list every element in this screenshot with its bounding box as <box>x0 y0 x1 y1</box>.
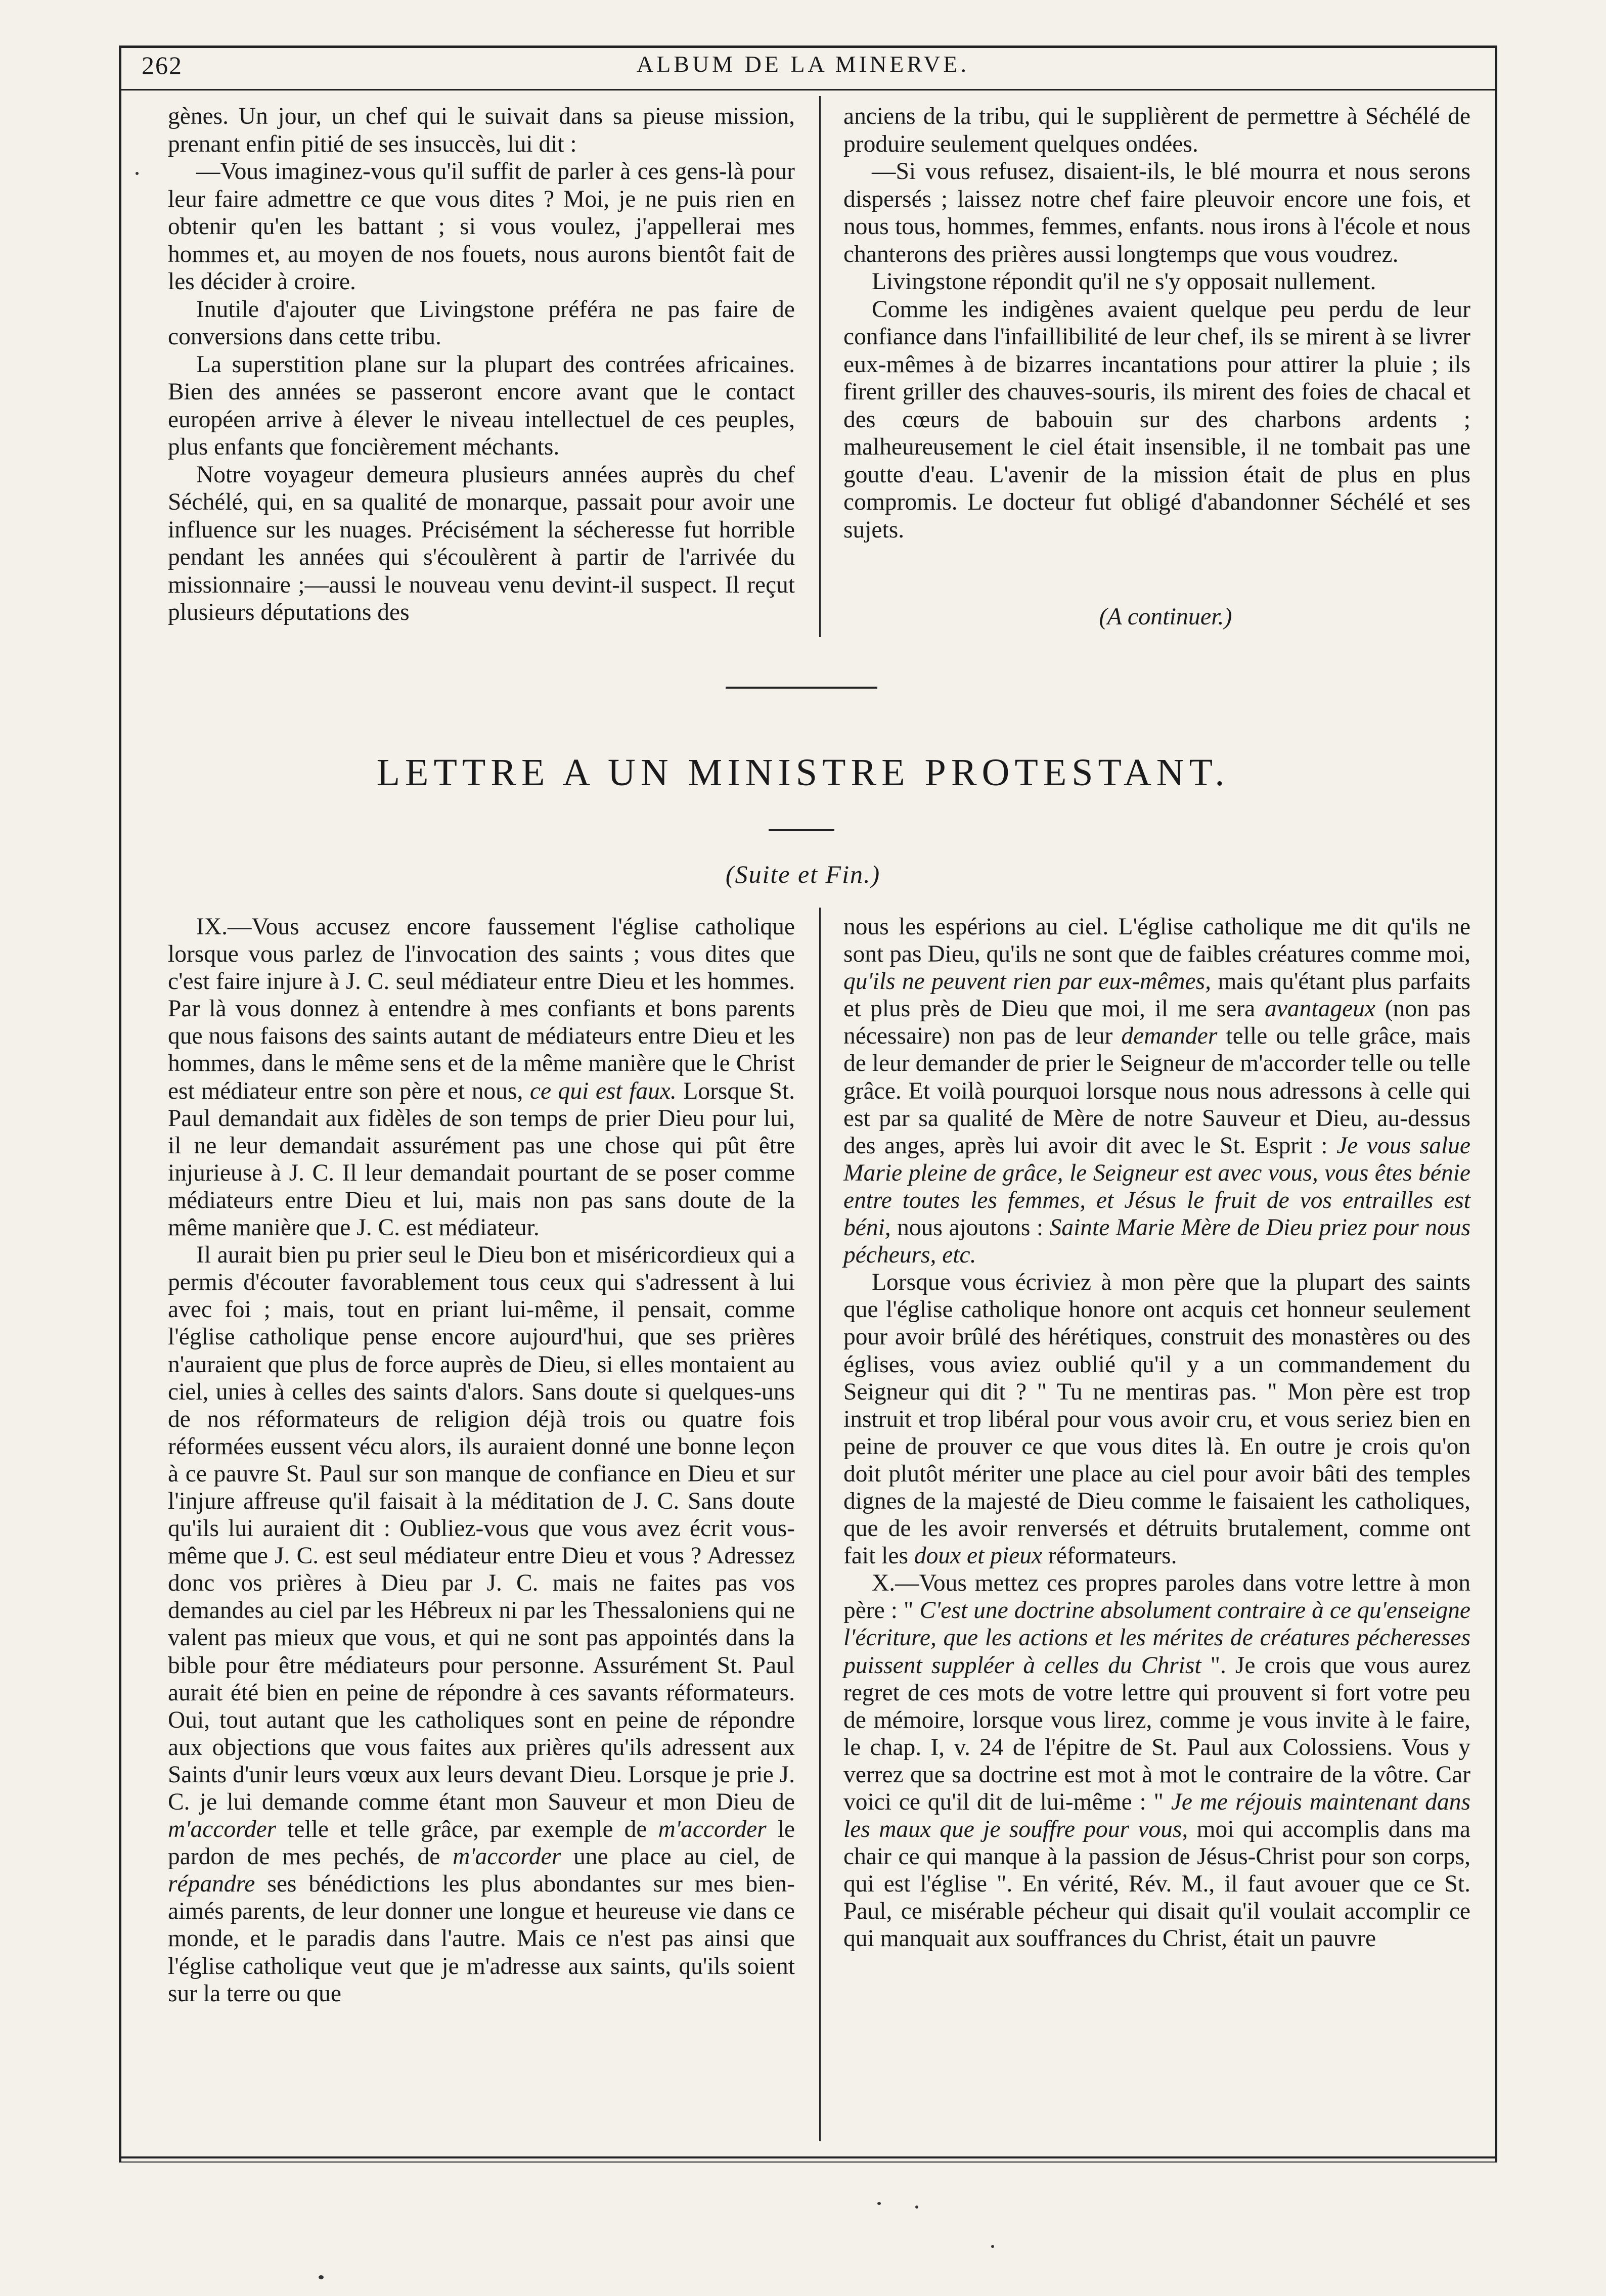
paragraph: La superstition plane sur la plupart des contrées africaines. Bien des années se passeront encore avant que le contact européen arrive à élever le niveau intellectuel de ces peuples, plus enfants que foncièrement méchants. <box>168 351 795 460</box>
paragraph: Comme les indigènes avaient quelque peu perdu de leur confiance dans l'infaillibilité de leur chef, ils se mirent à se livrer eux-mêmes à de bizarres incantations pour attirer la pluie ; ils firent griller des chauves-souris, ils mirent des foies de chacal et des cœurs de babouin sur des charbons ardents ; malheureusement le ciel était insensible, il ne tombait pas une goutte d'eau. L'avenir de la mission était de plus en plus compromis. Le docteur fut obligé d'abandonner Séchélé et ses sujets. <box>843 296 1470 543</box>
to-be-continued-note: (A continuer.) <box>1099 603 1232 630</box>
text-run: moi qui accomplis dans ma chair ce qui manque à la passion de Jésus-Christ pour son corps, qui est l'église ". En vérité, Rév. M., il faut avouer que ce St. Paul, ce misérable pécheur qui disait qu'il voulait accomplir ce qui manquait aux souffrances du Christ, était un pauvre <box>843 1816 1470 1952</box>
frame-bottom-rule <box>119 2156 1497 2158</box>
text-run: (non pas nécessaire) non pas de leur <box>843 996 1470 1050</box>
paragraph <box>168 1241 795 2007</box>
text-run: nous ajoutons : <box>890 1214 1050 1241</box>
bottom-right-column <box>843 913 1470 1953</box>
article-title: LETTRE A UN MINISTRE PROTESTANT. <box>376 751 1230 794</box>
paragraph: —Si vous refusez, disaient-ils, le blé mourra et nous serons dispersés ; laissez notre chef faire pleuvoir encore une fois, et nous tous, hommes, femmes, enfants. nous irons à l'école et nous chanterons des prières aussi longtemps que vous voudrez. <box>843 158 1470 267</box>
text-run: une place au ciel, de <box>561 1843 795 1870</box>
text-run: telle et telle grâce, par exemple de <box>276 1816 658 1843</box>
section-separator-rule <box>726 687 877 689</box>
column-divider <box>819 96 821 637</box>
column-divider <box>819 908 821 2141</box>
italic-run: Je vous salue Marie pleine de grâce, le Seigneur est avec vous, vous êtes bénie entre toutes les femmes, et Jésus le fruit de vos entrailles est béni, <box>843 1132 1471 1241</box>
paragraph <box>843 1269 1470 1569</box>
italic-run: doux et pieux <box>914 1543 1043 1569</box>
top-left-column <box>168 103 795 626</box>
header-rule <box>119 89 1497 91</box>
text-run: telle ou telle grâce, mais de leur demander de prier le Seigneur de m'accorder telle ou telle grâce. Et voilà pourquoi lorsque nous nous adressons à celle qui est par sa qualité de Mère de notre Sauveur et Dieu, au-dessus des anges, après lui avoir dit avec le St. Esprit : <box>843 1023 1471 1159</box>
scan-speck <box>915 2205 918 2209</box>
frame-top-rule <box>119 46 1497 48</box>
paragraph: gènes. Un jour, un chef qui le suivait dans sa pieuse mission, prenant enfin pitié de ses insuccès, lui dit : <box>168 103 795 157</box>
text-run: le pardon de mes pechés, de <box>168 1816 795 1870</box>
paragraph <box>843 1569 1470 1952</box>
text-run: Il aurait bien pu prier seul le Dieu bon et miséricordieux qui a permis d'écouter favorablement tous ceux qui s'adressent à lui avec foi ; mais, tout en priant lui-même, il pensait, comme l'église catholique pense encore aujourd'hui, que ses prières n'auraient que plus de force auprès de Dieu, si elles montaient au ciel, unies à celles des saints d'alors. Sans doute si quelques-uns de nos réformateurs de religion déjà trois ou quatre fois réformées eussent vécu alors, ils auraient donné une bonne leçon à ce pauvre St. Paul sur son manque de confiance en Dieu et sur l'injure affreuse qu'il faisait à la méditation de J. C. Sans doute qu'ils lui auraient dit : Oubliez-vous que vous avez écrit vous-même que J. C. est seul médiateur entre Dieu et vous ? Adressez donc vos prières à Dieu par J. C. mais ne faites pas vos demandes au ciel par les Hébreux ni par les Thessaloniens qui ne valent pas mieux que vous, et qui ne sont pas appointés dans la bible pour être médiateurs pour personne. Assurément St. Paul aurait été bien en peine de répondre à ces savants réformateurs. Oui, tout autant que les catholiques sont en peine de répondre aux objections que vous faites aux prières qu'ils adressent aux Saints d'unir leurs vœux aux leurs devant Dieu. Lorsque je prie J. C. je lui demande comme étant mon Sauveur et mon Dieu de <box>168 1242 795 1815</box>
scan-speck <box>877 2202 881 2205</box>
text-run: Lorsque vous écriviez à mon père que la plupart des saints que l'église catholique honore ont acquis cet honneur seulement pour avoir brûlé des hérétiques, construit des monastères ou des églises, vous aviez oublié qu'il y a un commandement du Seigneur qui dit ? " Tu ne mentiras pas. " Mon père est trop instruit et trop libéral pour vous avoir cru, et vous seriez bien en peine de prouver ce que vous dites là. En outre je crois qu'on doit plutôt mériter une place au ciel pour avoir bâti des temples dignes de la majesté de Dieu comme le faisaient les catholiques, que de les avoir renversés et détruits brutalement, comme ont fait les <box>843 1269 1470 1569</box>
top-right-column <box>843 103 1470 544</box>
scan-speck <box>136 172 139 175</box>
paragraph: anciens de la tribu, qui le supplièrent de permettre à Séchélé de produire seulement quelques ondées. <box>843 103 1470 157</box>
article-subtitle: (Suite et Fin.) <box>725 860 881 888</box>
bottom-left-column <box>168 913 795 2007</box>
scan-speck <box>319 2275 324 2279</box>
scan-speck <box>991 2245 994 2248</box>
italic-run: avantageux <box>1265 996 1375 1022</box>
page-number: 262 <box>142 51 183 79</box>
frame-right-rule <box>1495 46 1497 2162</box>
italic-run: Je me réjouis maintenant dans les maux que je souffre pour vous, <box>843 1789 1470 1843</box>
running-head: ALBUM DE LA MINERVE. <box>636 51 970 77</box>
italic-run: m'accorder <box>453 1843 561 1870</box>
text-run: Lorsque St. Paul demandait aux fidèles de son temps de prier Dieu pour lui, il ne leur demandait assurément pas une chose qui pût être injurieuse à J. C. Il leur demandait pourtant de se poser comme médiateurs entre Dieu et lui, mais non pas sans doute de la même manière que J. C. est médiateur. <box>168 1077 795 1241</box>
title-underline-rule <box>769 829 834 831</box>
text-run: ". Je crois que vous aurez regret de ces mots de votre lettre qui prouvent si fort votre peu de mémoire, lorsque vous lirez, comme je vous invite à le faire, le chap. I, v. 24 de l'épitre de St. Paul aux Colossiens. Vous y verrez que sa doctrine est mot à mot le contraire de la vôtre. Car voici ce qu'il dit de lui-même : " <box>843 1652 1470 1815</box>
text-run: nous les espérions au ciel. L'église catholique me dit qu'ils ne sont pas Dieu, qu'ils ne sont que de faibles créatures comme moi, <box>843 914 1470 968</box>
text-run: ses bénédictions les plus abondantes sur mes bien-aimés parents, de leur donner une longue et heureuse vie dans ce monde, et le paradis dans l'autre. Mais ce n'est pas ainsi que l'église catholique veut que je m'adresse aux saints, qu'ils soient sur la terre ou que <box>168 1871 795 2007</box>
italic-run: ce qui est faux. <box>529 1077 677 1104</box>
text-run: IX.—Vous accusez encore faussement l'église catholique lorsque vous parlez de l'invocation des saints ; vous dites que c'est faire injure à J. C. seul médiateur entre Dieu et les hommes. Par là vous donnez à entendre à mes confiants et bons parents que nous faisons des saints autant de médiateurs entre Dieu et les hommes, dans le même sens et de la même manière que le Christ est médiateur entre son père et nous, <box>168 914 795 1104</box>
text-run: X.—Vous mettez ces propres paroles dans votre lettre à mon père : " <box>843 1570 1470 1624</box>
italic-run: qu'ils ne peuvent rien par eux-mêmes, <box>843 968 1212 995</box>
paragraph: Notre voyageur demeura plusieurs années auprès du chef Séchélé, qui, en sa qualité de monarque, passait pour avoir une influence sur les nuages. Précisément la sécheresse fut horrible pendant les années qui s'écoulèrent à partir de l'arrivée du missionnaire ;—aussi le nouveau venu devint-il suspect. Il reçut plusieurs députations des <box>168 461 795 625</box>
italic-run: demander <box>1121 1023 1218 1050</box>
italic-run: m'accorder <box>658 1816 767 1843</box>
paragraph: Inutile d'ajouter que Livingstone préféra ne pas faire de conversions dans cette tribu. <box>168 296 795 350</box>
text-run: réformateurs. <box>1042 1543 1177 1569</box>
text-run: mais qu'étant plus parfaits et plus près de Dieu que moi, il me sera <box>843 968 1470 1022</box>
italic-run: m'accorder <box>168 1816 277 1843</box>
italic-run: C'est une doctrine absolument contraire à ce qu'enseigne l'écriture, que les actions et les mérites de créatures pécheresses puissent suppléer à celles du Christ <box>843 1597 1470 1679</box>
italic-run: répandre <box>168 1871 255 1898</box>
paragraph: Livingstone répondit qu'il ne s'y opposait nullement. <box>872 268 1376 295</box>
frame-bottom-rule-thin <box>119 2162 1497 2163</box>
paragraph <box>168 913 795 1241</box>
paragraph <box>843 913 1470 1269</box>
frame-left-rule <box>119 46 121 2162</box>
paragraph: —Vous imaginez-vous qu'il suffit de parler à ces gens-là pour leur faire admettre ce que vous dites ? Moi, je ne puis rien en obtenir qu'en les battant ; si vous voulez, j'appellerai mes hommes et, au moyen de nos fouets, nous aurons bientôt fait de les décider à croire. <box>168 158 795 295</box>
italic-run: Sainte Marie Mère de Dieu priez pour nous pécheurs, etc. <box>843 1214 1470 1269</box>
